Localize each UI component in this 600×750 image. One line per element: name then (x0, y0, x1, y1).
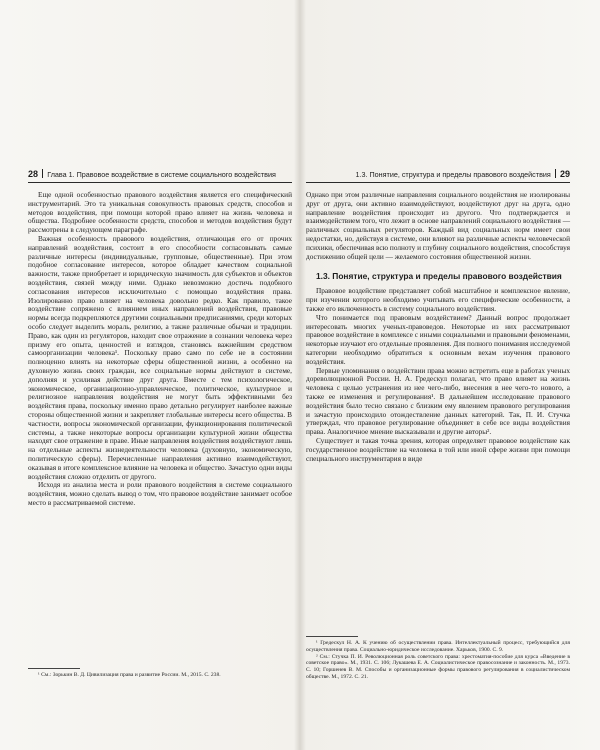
header-separator (555, 169, 556, 178)
left-footnotes (28, 668, 292, 679)
left-running-header (28, 168, 292, 183)
footnote: ¹ См.: Зорькин В. Д. Цивилизация права и развитие России. М., 2015. С. 238. (38, 672, 221, 678)
paragraph: Существует и такая точка зрения, которая определяет правовое воздействие как государственное воздействие на человека в той или иной сфере жизни при помощи специального инструментария в виде (306, 435, 570, 463)
left-page-number: 28 (28, 169, 39, 179)
paragraph: Однако при этом различные направления социального воздействия не изолированы друг от друга, они активно взаимодействуют, воздействуют друг на друга, одно направление воздействия происходит из другого. Что подтверждается и взаимодействием того, что лежит в основе направлений социального воздействия — различных социальных регуляторов. Каждый вид социальных норм имеет свои недостатки, но, действуя в системе, они влияют на различные аспекты человеческой психики, обеспечивая всю полноту и глубину социального воздействия, способствуя достижению общей цели — желаемого состояния общественной жизни. (306, 190, 570, 261)
section-running-title: 1.3. Понятие, структура и пределы правового воздействия (355, 170, 551, 179)
paragraph: Правовое воздействие представляет собой масштабное и комплексное явление, при изучении которого необходимо учитывать его специфические особенности, а также его включенность в систему социального воздействия. (306, 286, 570, 313)
right-running-header (306, 168, 570, 183)
right-page-number: 29 (559, 169, 570, 179)
paragraph: Первые упоминания о воздействии права можно встретить еще в работах ученых дореволюционной России. Н. А. Гредескул полагал, что право влияет на жизнь человека с целью устранения из нее чего-либо, внесения в нее чего-то нового, а также ее изменения и регулирования¹. В дальнейшем исследование правового воздействия было тесно связано с близким ему явлением правового регулирования и зачастую происходило отождествление данных категорий. Так, П. И. Стучка утверждал, что правовое регулирование объединяет в себе все виды воздействия права. Аналогичное мнение высказывали и другие авторы². (306, 365, 570, 437)
footnote: ² См.: Стучка П. И. Революционная роль советского права: хрестоматия-пособие для курса «Введение в советское право». М., 1931. С. 106; Лукашева Е. А. Социалистическое правосознание и законность. М., 1973. С. 10; Горшенев В. М. Способы и организационные формы правового регулирования в социалистическом обществе. М., 1972. С. 21. (306, 653, 570, 680)
paragraph: Еще одной особенностью правового воздействия является его специфический инструментарий. Это та уникальная совокупность правовых средств, способов и методов воздействия, при помощи которой право влияет на жизнь человека и общества. Подробнее особенности средств, способов и методов воздействия будут рассмотрены в следующем параграфе. (28, 190, 292, 235)
right-footnotes (306, 636, 570, 681)
right-page (306, 168, 570, 680)
chapter-title: Глава 1. Правовое воздействие в системе социального воздействия (47, 170, 276, 179)
left-page-body (28, 191, 292, 508)
section-heading: 1.3. Понятие, структура и пределы правового воздействия (316, 271, 562, 282)
paragraph: Исходя из анализа места и роли правового воздействия в системе социального воздействия, можно сделать вывод о том, что правовое воздействие занимает особое место в рассматриваемой системе. (28, 480, 292, 507)
paragraph: Важная особенность правового воздействия, отличающая его от прочих направлений воздействия, состоит в его способности согласовывать самые различные интересы (индивидуальные, групповые, общественные). При этом подобное согласование интересов, которое обладает качеством социальной важности, также приобретает и юридическую значимость для субъектов и объектов воздействия, связей между ними. Однако невозможно достичь подобного согласования интересов исключительно с помощью воздействия права. Изолированно право влияет на человека довольно редко. Как правило, такое воздействие сопряжено с влиянием иных направлений воздействия, правовые нормы всегда подкрепляются другими социальными предписаниями, среди которых особо следует выделить мораль, религию, а также различные обычаи и традиции. Право, как один из регуляторов, находит свое отражение в сознании человека через призму его опыта, ценностей и взглядов, становясь важнейшим средством самоорганизации человека¹. Поскольку право само по себе не в состоянии полноценно влиять на некоторые сферы общественной жизни, а особенно на духовную жизнь своих граждан, все социальные нормы действуют в системе, дополняя и усиливая действие друг друга. Вместе с тем психологическое, экономическое, организационно-управленческое, политическое, культурное и религиозное направления воздействия не могут быть эффективными без воздействия права, поскольку именно право детально регулирует наиболее важные стороны общественной жизни и закрепляет глобальные интересы всего общества. В частности, вопросы экономической организации, функционирования политической системы, а также некоторые вопросы организации культурной жизни общества находят свое отражение в праве. Иные направления воздействия воздействуют лишь на отдельные аспекты жизнедеятельности человека (духовную, экономическую, политическую сферы). Перечисленные направления активно взаимодействуют, оказывая в итоге комплексное влияние на человека и общество. Зачастую одни виды воздействия сложно отделить от другого. (28, 233, 292, 481)
footnote-rule (28, 668, 80, 669)
paragraph: Что понимается под правовым воздействием? Данный вопрос продолжает интересовать многих ученых-правоведов. Некоторые из них рассматривают правовое воздействие в комплексе с иными социальными и правовыми феноменами, некоторые изучают его отдельные проявления. Для полного понимания исследуемой категории необходимо обратиться к основным вехам изучения правового воздействия. (306, 312, 570, 366)
left-page (28, 168, 292, 678)
right-page-body (306, 191, 570, 463)
footnote-rule (306, 636, 358, 637)
header-separator (42, 169, 43, 178)
footnote: ¹ Гредескул Н. А. К учению об осуществлении права. Интеллектуальный процесс, требующийся для осуществления права. Социально-юридическое исследование. Харьков, 1900. С. 9. (306, 640, 570, 653)
